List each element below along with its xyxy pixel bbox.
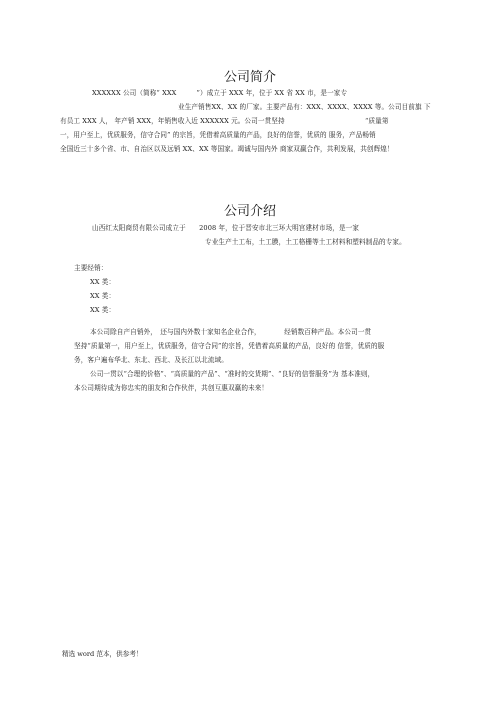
para-line-4: 公司一贯以“合理的价格”、“高质量的产品”、“准时的交货期”、“良好的信誉服务”为 基本准则， [90,370,375,378]
product-item-3: XX 类： [90,306,116,314]
profile-line-2: 业生产销售XX、XX 的厂家。主要产品有：XXX、XXXX、XXXX 等。公司目前旗 下 [178,103,431,111]
profile-line-5: 全国近三十多个省、市、自治区以及远销 XX、XX 等国家。竭诚与国内外 商家双赢合作，共利发展，共创辉煌！ [60,145,394,153]
para-line-3: 务，客户遍布华北、东北、西北、及长江以北流域。 [74,356,228,364]
para-line-2: 坚持“质量第一，用户至上，优质服务，信守合同”的宗旨，凭借着高质量的产品，良好的 信誉，优质的服 [74,342,385,350]
product-item-1: XX 类： [90,278,116,286]
para-line-5: 本公司期待成为你忠实的朋友和合作伙伴，共创互惠双赢的未来！ [74,384,269,392]
footer-note: 精选 word 范本，供参考！ [62,650,143,658]
profile-line-3: 有员工 XXX 人， 年产销 XXX，年销售收入近 XXXXXX 元。公司一贯坚持 “质量第 [60,117,389,125]
profile-line-4: 一，用户至上，优质服务，信守合同” 的宗旨，凭借着高质量的产品，良好的信誉，优质的 服务，产品畅销 [60,131,376,139]
profile-line-1: XXXXXX 公司（简称“ XXX ”）成立于 XXX 年，位于 XX 省 XX 市，是一家专 [92,89,348,97]
intro-line-2: 专业生产土工布，土工膜，土工格栅等土工材料和塑料制品的专家。 [205,238,406,246]
para-line-1: 本公司除自产自销外， 还与国内外数十家知名企业合作， 经销数百种产品。本公司一贯 [90,328,372,336]
product-item-2: XX 类： [90,292,116,300]
main-products-label: 主要经销： [74,264,108,272]
section-title-company-intro: 公司介绍 [223,204,276,219]
intro-line-1: 山西红太阳商贸有限公司成立于 2008 年，位于晋安市北三环大明宫建材市场，是一家 [92,224,360,232]
section-title-company-profile: 公司简介 [223,70,276,85]
